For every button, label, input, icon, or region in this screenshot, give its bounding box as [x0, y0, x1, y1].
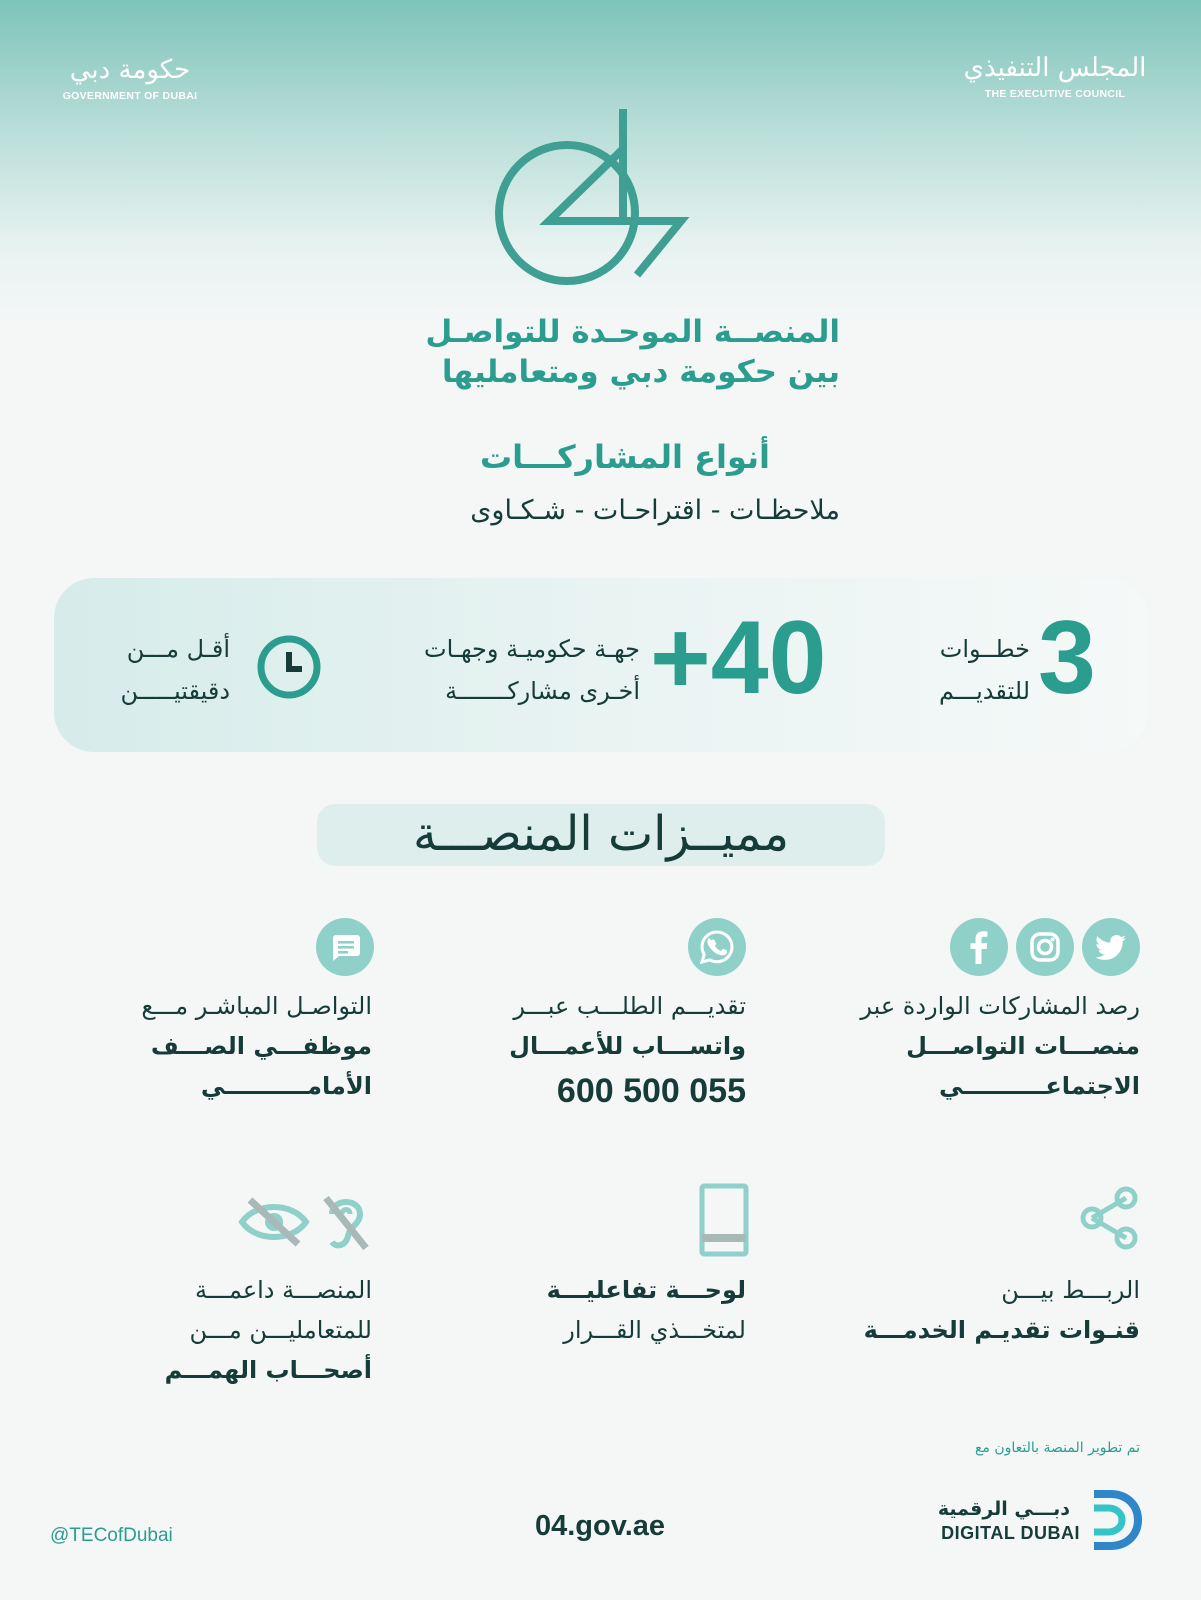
clock-icon — [254, 632, 324, 702]
feature-social-monitoring — [780, 986, 1140, 1106]
feature-whatsapp — [380, 986, 746, 1116]
feature-decision-dashboard — [400, 1270, 746, 1350]
hearing-impaired-icon — [318, 1190, 372, 1256]
executive-council-english: THE EXECUTIVE COUNCIL — [984, 88, 1126, 100]
government-of-dubai-logo — [50, 50, 210, 102]
feature-social-line-2: منصـــات التواصـــل — [906, 1032, 1140, 1060]
whatsapp-icon — [688, 918, 746, 976]
participation-types-list: ملاحظـات - اقتراحـات - شـكـاوى — [470, 495, 840, 526]
feature-dashboard-line-2: لمتخـــذي القـــرار — [563, 1316, 746, 1344]
feature-social-line-3: الاجتماعــــــــــي — [939, 1072, 1140, 1100]
facebook-icon — [950, 918, 1008, 976]
time-label — [80, 628, 230, 712]
title-line-1: المنصــة الموحـدة للتواصـل — [425, 314, 840, 350]
instagram-icon — [1016, 918, 1074, 976]
feature-staff-line-1: التواصـل المباشـر مـــع — [141, 992, 372, 1020]
twitter-icon — [1082, 918, 1140, 976]
steps-label — [880, 628, 1030, 712]
entities-label — [360, 628, 640, 712]
digital-dubai-english: DIGITAL DUBAI — [941, 1523, 1080, 1543]
feature-whatsapp-line-1: تقديـــم الطلـــب عبـــر — [513, 992, 746, 1020]
executive-council-arabic: المجلس التنفيذي — [963, 53, 1147, 83]
entities-label-line-2: أخـرى مشاركـــــــة — [445, 677, 640, 705]
digital-dubai-arabic: دبـــي الرقمية — [937, 1498, 1070, 1520]
feature-determination-line-2: للمتعامليـــن مـــن — [189, 1316, 372, 1344]
entities-count: +40 — [650, 600, 827, 716]
feature-social-line-1: رصد المشاركات الواردة عبر — [860, 992, 1140, 1020]
steps-count: 3 — [1038, 600, 1096, 716]
page-title — [250, 312, 840, 392]
time-label-line-1: أقـل مـــن — [126, 635, 230, 663]
feature-channels-line-2: قنـوات تقديـم الخدمـــة — [863, 1316, 1140, 1344]
development-credit: تم تطوير المنصة بالتعاون مع — [974, 1440, 1140, 1456]
feature-whatsapp-line-2: واتســـاب للأعمـــال — [509, 1032, 746, 1060]
04-brand-logo — [495, 105, 705, 285]
chat-icon — [316, 918, 374, 976]
feature-staff-line-2: موظفـــي الصـــف — [150, 1032, 372, 1060]
social-handle[interactable]: @TECofDubai — [50, 1525, 173, 1546]
feature-staff-line-3: الأمامــــــــــي — [200, 1072, 372, 1100]
government-of-dubai-english: GOVERNMENT OF DUBAI — [62, 90, 198, 102]
feature-dashboard-line-1: لوحـــة تفاعليـــة — [546, 1276, 746, 1304]
tablet-icon — [698, 1182, 750, 1258]
title-line-2: بين حكومة دبي ومتعامليها — [441, 354, 840, 390]
executive-council-logo — [960, 48, 1150, 100]
steps-label-line-2: للتقديـــم — [939, 677, 1030, 705]
features-heading: مميــزات المنصـــة — [412, 806, 790, 862]
digital-dubai-logo-mark — [1086, 1488, 1142, 1552]
whatsapp-business-number: 600 500 055 — [556, 1072, 746, 1110]
visually-impaired-icon — [236, 1194, 312, 1250]
website-link[interactable]: 04.gov.ae — [534, 1510, 666, 1542]
feature-determination-line-3: أصحـــاب الهمـــم — [164, 1356, 372, 1384]
government-of-dubai-arabic: حكومة دبي — [69, 55, 191, 85]
share-icon — [1074, 1184, 1144, 1254]
feature-service-channels — [800, 1270, 1140, 1350]
feature-people-of-determination — [60, 1270, 372, 1390]
entities-label-line-1: جهـة حكوميـة وجهـات — [424, 635, 640, 663]
participation-types-heading: أنواع المشاركـــات — [479, 438, 770, 476]
feature-determination-line-1: المنصـــة داعمـــة — [194, 1276, 372, 1304]
steps-label-line-1: خطــوات — [939, 635, 1030, 663]
feature-channels-line-1: الربـــط بيـــن — [1001, 1276, 1140, 1304]
feature-front-line-staff — [60, 986, 372, 1106]
time-label-line-2: دقيقتيـــــن — [120, 677, 230, 705]
